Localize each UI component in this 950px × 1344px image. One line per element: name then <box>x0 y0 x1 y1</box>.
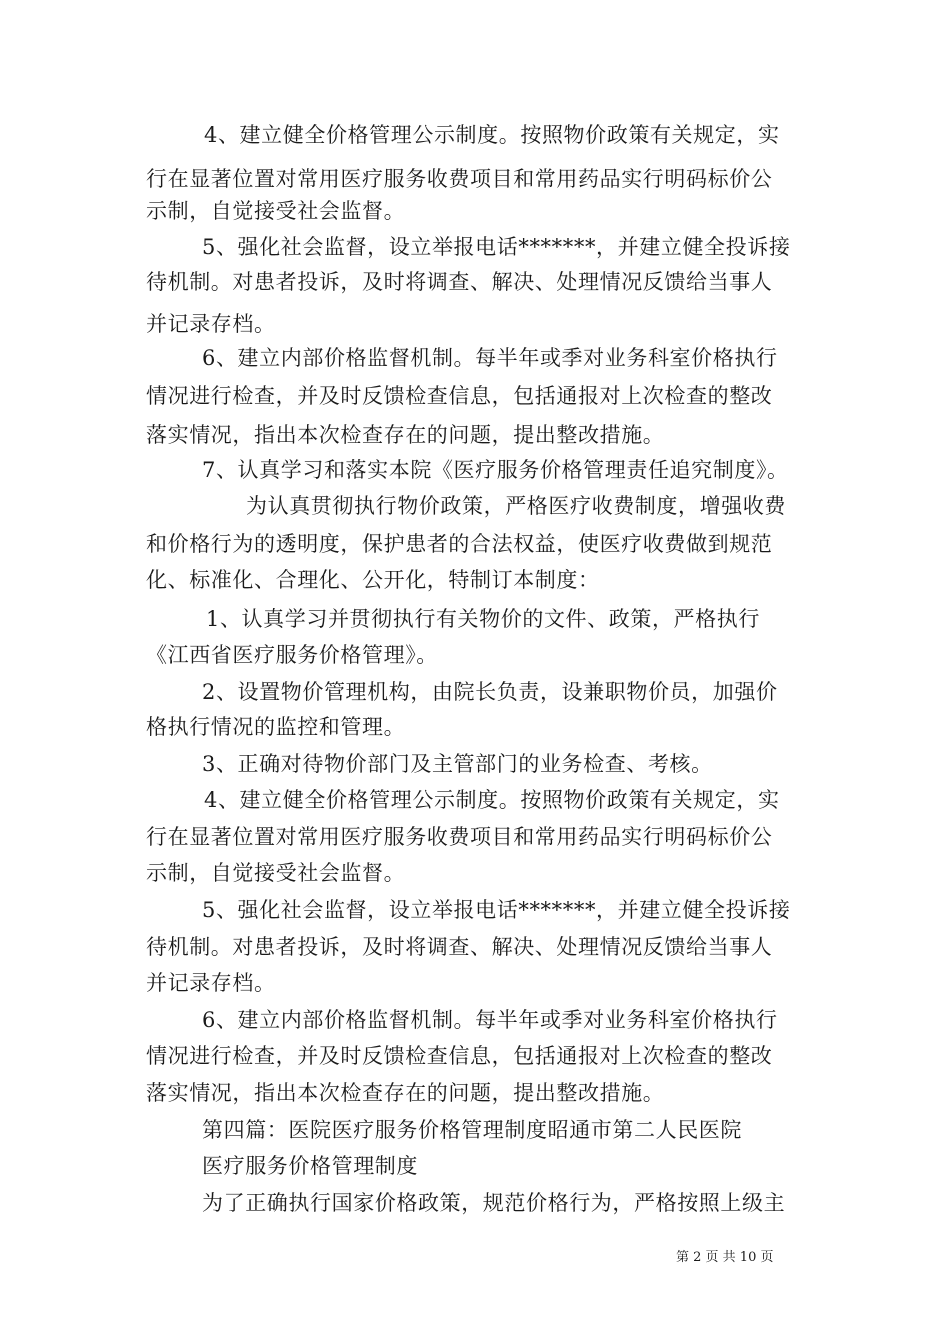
text-line: 示制，自觉接受社会监督。 <box>146 861 406 885</box>
text-line: 化、标准化、合理化、公开化，特制订本制度： <box>146 568 600 592</box>
text-line: 示制，自觉接受社会监督。 <box>146 199 406 223</box>
section-heading: 第四篇：医院医疗服务价格管理制度昭通市第二人民医院 <box>202 1118 742 1142</box>
text-line: 5、强化社会监督，设立举报电话*******，并建立健全投诉接 <box>202 235 791 259</box>
text-line: 3、正确对待物价部门及主管部门的业务检查、考核。 <box>202 752 713 776</box>
text-line: 待机制。对患者投诉，及时将调查、解决、处理情况反馈给当事人 <box>146 270 773 294</box>
text-line: 4、建立健全价格管理公示制度。按照物价政策有关规定，实 <box>204 123 780 147</box>
text-line: 6、建立内部价格监督机制。每半年或季对业务科室价格执行 <box>202 346 778 370</box>
text-line: 《江西省医疗服务价格管理》。 <box>146 643 438 667</box>
text-line: 5、强化社会监督，设立举报电话*******，并建立健全投诉接 <box>202 898 791 922</box>
section-subheading: 医疗服务价格管理制度 <box>202 1154 418 1178</box>
text-line: 1、认真学习并贯彻执行有关物价的文件、政策，严格执行 <box>206 607 760 631</box>
text-line: 行在显著位置对常用医疗服务收费项目和常用药品实行明码标价公 <box>146 825 773 849</box>
text-line: 格执行情况的监控和管理。 <box>146 715 406 739</box>
text-line: 并记录存档。 <box>146 971 276 995</box>
text-line: 6、建立内部价格监督机制。每半年或季对业务科室价格执行 <box>202 1008 778 1032</box>
text-line: 2、设置物价管理机构，由院长负责，设兼职物价员，加强价 <box>202 680 778 704</box>
text-line: 情况进行检查，并及时反馈检查信息，包括通报对上次检查的整改 <box>146 384 773 408</box>
text-line: 为认真贯彻执行物价政策，严格医疗收费制度，增强收费 <box>246 494 786 518</box>
text-line: 行在显著位置对常用医疗服务收费项目和常用药品实行明码标价公 <box>146 167 773 191</box>
text-line: 情况进行检查，并及时反馈检查信息，包括通报对上次检查的整改 <box>146 1044 773 1068</box>
text-line: 7、认真学习和落实本院《医疗服务价格管理责任追究制度》。 <box>202 458 789 482</box>
text-line: 落实情况，指出本次检查存在的问题，提出整改措施。 <box>146 423 665 447</box>
text-line: 4、建立健全价格管理公示制度。按照物价政策有关规定，实 <box>204 788 780 812</box>
page-number-footer: 第 2 页 共 10 页 <box>676 1250 774 1265</box>
text-line: 落实情况，指出本次检查存在的问题，提出整改措施。 <box>146 1081 665 1105</box>
text-line: 待机制。对患者投诉，及时将调查、解决、处理情况反馈给当事人 <box>146 935 773 959</box>
text-line: 为了正确执行国家价格政策，规范价格行为，严格按照上级主 <box>202 1191 786 1215</box>
text-line: 并记录存档。 <box>146 312 276 336</box>
text-line: 和价格行为的透明度，保护患者的合法权益，使医疗收费做到规范 <box>146 532 773 556</box>
